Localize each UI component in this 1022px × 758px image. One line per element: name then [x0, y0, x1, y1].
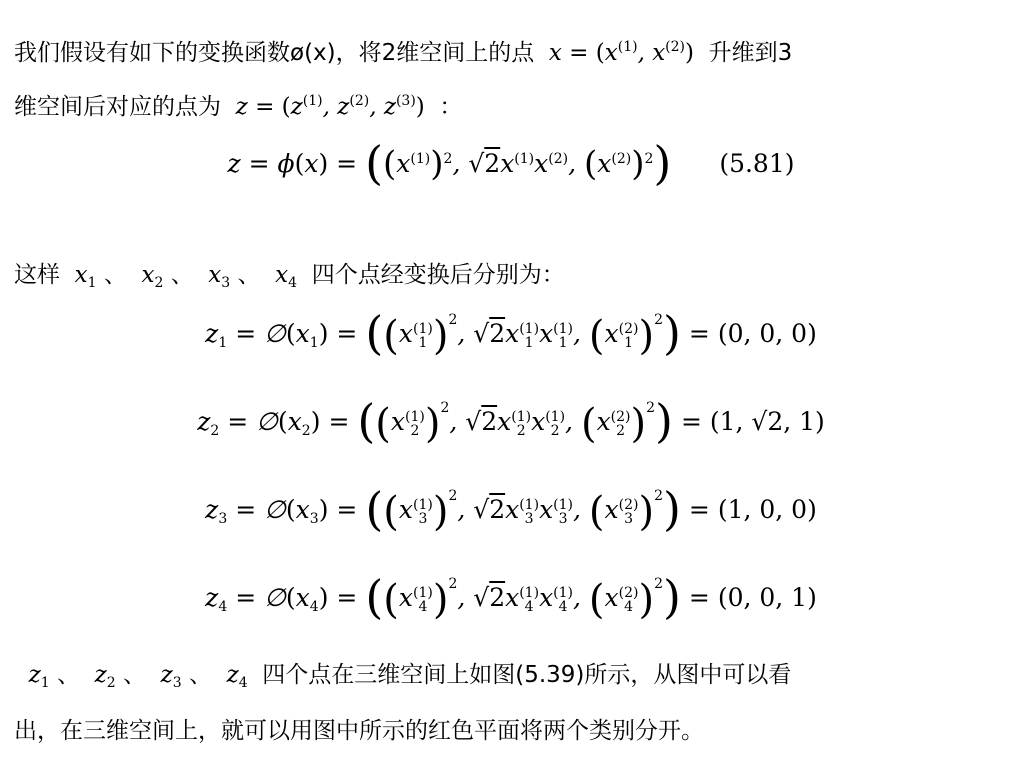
separator: 、	[56, 662, 80, 688]
inline-z1: $z_1$	[14, 662, 50, 691]
equation-z4: $z_4$ = $\emptyset(x_4) = ((x$ (1) 4 )$^2$, √2x (1) 4 x (1) 4 , (x (2) 4 )$^2$) = (0, 0, 1)	[205, 570, 817, 624]
inline-z2: $z_2$	[87, 662, 116, 691]
equation-5-81: $z = \phi(x) = ((x^{(1)})^2$, $√2x^{(1)}x^{(2)}$, $(x^{(2)})^2$) (5.81)	[227, 136, 795, 190]
para1-line2-text: 维空间后对应的点为	[14, 94, 221, 120]
para2-end: 四个点经变换后分别为：	[311, 262, 565, 288]
separator: 、	[170, 262, 194, 288]
para1-line2-end: ：	[439, 94, 463, 120]
inline-z4: $z_4$	[219, 662, 248, 691]
para3-line1	[14, 660, 791, 698]
equation-z3: $z_3$ = $\emptyset(x_3) = ((x$ (1) 3 )$^2$, √2x (1) 3 x (1) 3 , (x (2) 3 )$^2$) = (1, 0, 0)	[205, 482, 817, 536]
equation-result: (0, 0, 0)	[717, 319, 817, 348]
para1-line2	[14, 86, 462, 122]
separator: 、	[122, 662, 146, 688]
inline-x2: $x_2$	[134, 262, 164, 291]
separator: 、	[237, 262, 261, 288]
inline-math-z-point: $z = (z^{(1)}$, $z^{(2)}$, $z^{(3)}$)	[228, 93, 425, 120]
z-subscript: 4	[218, 599, 228, 615]
equation-result: (1, √2, 1)	[709, 407, 825, 436]
para1-line1	[14, 32, 792, 68]
inline-z3: $z_3$	[153, 662, 182, 691]
para2-line	[14, 260, 565, 298]
para1-line1-end: 升维到3	[708, 40, 793, 66]
inline-x1: $x_1$	[67, 262, 97, 291]
z-subscript: 1	[218, 335, 228, 351]
inline-x4: $x_4$	[267, 262, 298, 291]
inline-x3: $x_3$	[201, 262, 231, 291]
separator: 、	[188, 662, 212, 688]
para2-text: 这样	[14, 262, 60, 288]
equation-z1: $z_1$ = $\emptyset(x_1) = ((x$ (1) 1 )$^2$, √2x (1) 1 x (1) 1 , (x (2) 1 )$^2$) = (0, 0, 0)	[205, 306, 817, 360]
equation-z2: $z_2$ = $\emptyset(x_2) = ((x$ (1) 2 )$^2$, √2x (1) 2 x (1) 2 , (x (2) 2 )$^2$) = (1, √2, 1)	[197, 394, 825, 448]
equation-result: (1, 0, 0)	[717, 495, 817, 524]
para3-line1-end: 四个点在三维空间上如图(5.39)所示，从图中可以看	[262, 662, 792, 688]
equation-tag: (5.81)	[719, 149, 795, 178]
para3-line2: 出，在三维空间上，就可以用图中所示的红色平面将两个类别分开。	[14, 718, 704, 744]
equation-result: (0, 0, 1)	[717, 583, 817, 612]
para1-line1-text: 我们假设有如下的变换函数ø(x)，将2维空间上的点	[14, 40, 535, 66]
z-subscript: 2	[210, 423, 220, 439]
separator: 、	[103, 262, 127, 288]
z-subscript: 3	[218, 511, 228, 527]
inline-math-x-point: $x = (x^{(1)}$, $x^{(2)}$)	[541, 39, 694, 66]
